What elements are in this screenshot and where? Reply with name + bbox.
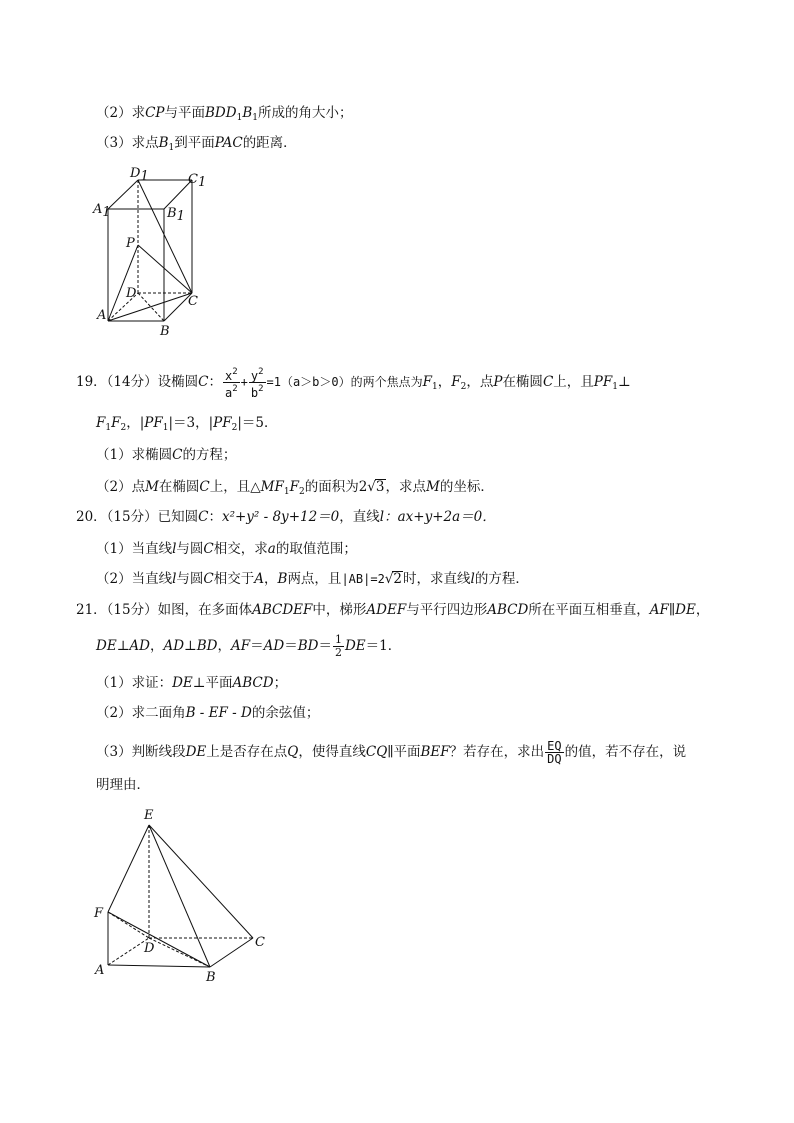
q20-part1: （1）当直线l与圆C相交，求a的取值范围； [96,541,357,557]
q18-prism-figure [90,165,220,340]
fraction-eq-dq: $\frac{EQ}{DQ}$ [547,739,562,766]
fraction-y2-b2: $\frac{y^2}{b^2}$ [250,367,264,400]
label-C: C [188,294,198,309]
q21-part1: （1）求证：DE⊥平面ABCD； [96,675,288,691]
q21-stem: 21．（15分）如图，在多面体ABCDEF中，梯形ADEF与平行四边形ABCD所在平面互相垂直，AF∥DE， [76,602,710,618]
label-F: F [94,906,104,921]
label-B: B [160,324,170,339]
label-D1: D1 [130,166,149,184]
q19-part2: （2）点M在椭圆C上，且$\triangle MF_1F_2$的面积为2√3，求点M的坐标． [96,479,494,497]
q21-stem-line2: DE⊥AD，AD⊥BD，AF＝AD＝BD＝ $\frac{1}{2}$ DE＝1． [96,633,402,659]
label-B: B [206,970,216,985]
label-C1: C1 [188,172,207,190]
fraction-one-half: $\frac{1}{2}$ [334,633,342,659]
q19-stem-line2: $F_1F_2$，$|PF_1|=3$，$|PF_2|=5$． [96,415,278,433]
label-A1: A1 [93,202,111,220]
label-D: D [144,941,155,956]
label-P: P [126,236,135,251]
fraction-x2-a2: $\frac{x^2}{a^2}$ [224,367,238,400]
label-A: A [95,963,105,978]
q18-part2: （2）求CP与平面$BDD_1B_1$所成的角大小； [96,105,353,123]
q20-part2: （2）当直线l与圆C相交于A，B两点，且|AB|=2√2时，求直线l的方程． [96,571,529,587]
q20-stem: 20．（15分）已知圆C：x²+y² - 8y+12＝0，直线l：ax+y+2a＝0． [76,509,496,525]
q21-part3-line2: 明理由． [96,777,150,793]
q21-polyhedron-figure [88,805,278,985]
label-C: C [255,935,265,950]
q18-part3: （3）求点$B_1$到平面PAC的距离． [96,135,297,153]
q21-part2: （2）求二面角B - EF - D的余弦值； [96,705,320,721]
q21-part3: （3）判断线段DE上是否存在点Q，使得直线CQ∥平面BEF？若存在，求出 $\frac{EQ}{DQ}$ 的值，若不存在，说 [96,739,687,766]
label-E: E [144,808,154,823]
q19-part1: （1）求椭圆C的方程； [96,447,237,463]
label-A: A [97,308,107,323]
label-D: D [126,286,137,301]
label-B1: B1 [167,206,185,224]
q19-stem: 19．（14分）设椭圆C： $\frac{x^2}{a^2}$ + $\frac{y^2}{b^2}$ =1（a＞b＞0）的两个焦点为$F_1$，$F_2$，点P在椭圆C上，且$PF_1\perp$ [76,367,631,400]
